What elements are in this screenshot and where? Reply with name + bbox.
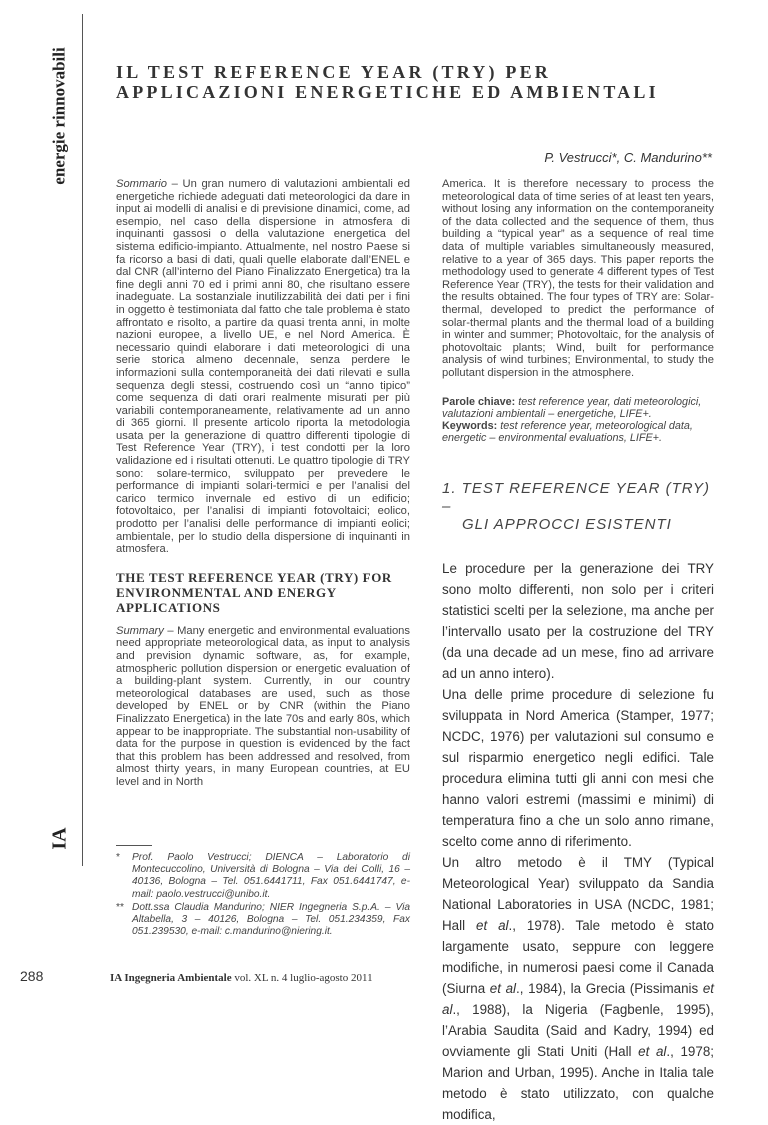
right-column xyxy=(442,178,714,1125)
p3-part: Un altro metodo è il TMY (Typical Meteorological Year) sviluppato da Sandia National Laboratories in USA (NCDC, 1981; Hall xyxy=(442,855,714,934)
body-paragraph-1: Le procedure per la generazione dei TRY sono molto differenti, non solo per i criteri statistici scelti per la selezione, ma anche per l’intervallo usato per la costruzione del TRY (da una decade ad un mese, fino ad arrivare ad un anno intero). xyxy=(442,561,714,682)
section-1-heading xyxy=(442,480,714,534)
left-column xyxy=(116,178,410,789)
p3-part: ., 1978). Tale metodo è stato largamente usato, seppure con leggere modifiche, in numerosi paesi come il Canada (Siurna xyxy=(442,918,714,997)
margin-rule xyxy=(82,14,83,866)
sommario-label: Sommario xyxy=(116,178,167,190)
section-label-text: energie rinnovabili xyxy=(50,46,70,185)
p3-etal: et al xyxy=(638,1044,667,1060)
english-title: THE TEST REFERENCE YEAR (TRY) FOR ENVIRONMENTAL AND ENERGY APPLICATIONS xyxy=(116,569,392,615)
p3-etal: et al xyxy=(476,918,509,934)
section-1-heading-line2: GLI APPROCCI ESISTENTI xyxy=(462,516,672,534)
keywords-italian xyxy=(442,396,714,420)
page-number: 288 xyxy=(20,968,44,984)
article-authors: P. Vestrucci*, C. Mandurino** xyxy=(544,150,712,165)
footnote-marker: ** xyxy=(116,901,124,913)
footnote-rule xyxy=(116,845,152,846)
summary-label: Summary xyxy=(116,624,164,637)
summary-abstract xyxy=(116,625,410,789)
summary-continued: America. It is therefore necessary to process the meteorological data of time series of at least ten years, without losing any information on the contemporaneity of the data collected and the sequence of them, thus building a “typical year” as a sequence of real time data of multiple variables simultaneously measured, relative to a year of 365 days. This paper reports the methodology used to generate 4 different types of Test Reference Year (TRY), the tests for their validation and the results obtained. The four types of TRY are: Solar-thermal, developed to predict the performance of solar-thermal plants and the thermal load of a building in winter and summer; Photovoltaic, for the analysis of photovoltaic plants; Wind, built for performance analysis of wind turbines; Environmental, to study the pollutant dispersion in the atmosphere. xyxy=(442,178,714,379)
section-label xyxy=(44,18,76,213)
footnote-text: Prof. Paolo Vestrucci; DIENCA – Laboratorio di Montecuccolino, Università di Bologna – Via dei Colli, 16 – 40136, Bologna – Tel. 051.6441711, Fax 051.6441747, e-mail: paolo.vestrucci@unibo.it. xyxy=(132,852,410,900)
journal-name: IA Ingegneria Ambientale xyxy=(110,972,232,984)
ia-margin-text: IA xyxy=(48,826,71,850)
summary-text-left: – Many energetic and environmental evaluations need appropriate meteorological data, as input to analysis and prevision dynamic software, as, for example, atmospheric pollution dispersion or energetic evaluation of a building-plant system. Currently, in our country meteorological databases are used, such as those developed by ENEL or by CNR (within the Piano Finalizzato Energetica) in the late 70s and early 80s, which appear to be inappropriate. The substantial non-usability of data for the purpose in question is evidenced by the fact that this problem has been addressed and resolved, from almost thirty years, in many European countries, at EU level and in North xyxy=(116,624,410,788)
keywords-block xyxy=(442,396,714,445)
journal-footer xyxy=(110,972,373,984)
footnote-text: Dott.ssa Claudia Mandurino; NIER Ingegneria S.p.A. – Via Altabella, 3 – 40126, Bologna – Tel. 051.234359, Fax 051.239530, e-mail: c.mandurino@niering.it. xyxy=(132,901,410,938)
footnote xyxy=(116,852,410,901)
author-footnotes xyxy=(116,845,410,939)
body-paragraph-3 xyxy=(442,852,714,1125)
keywords-it-label: Parole chiave: xyxy=(442,395,516,408)
p3-etal: et al xyxy=(489,981,517,997)
sommario-abstract xyxy=(116,178,410,556)
footnote-marker: * xyxy=(116,852,120,863)
keywords-english xyxy=(442,420,714,444)
p3-part: ., 1984), la Grecia (Pissimanis xyxy=(516,981,703,997)
p3-part: ., 1988), la Nigeria (Fagbenle, 1995), l’Arabia Saudita (Said and Kadry, 1994) ed ovviamente gli Stati Uniti (Hall xyxy=(442,1002,714,1060)
keywords-en-label: Keywords: xyxy=(442,419,498,432)
keywords-it-text: test reference year, dati meteorologici, valutazioni ambientali – energetiche, LIFE+. xyxy=(442,395,702,420)
article-title: IL TEST REFERENCE YEAR (TRY) PER APPLICAZIONI ENERGETICHE ED AMBIENTALI xyxy=(116,62,659,102)
p3-part: ., 1978; Marion and Urban, 1995). Anche in Italia tale metodo è stato utilizzato, con qualche modifica, xyxy=(442,1044,714,1123)
sommario-text: – Un gran numero di valutazioni ambientali ed energetiche richiede adeguati dati meteorologici da dare in input ai modelli di analisi e di previsione dinamici, come, ad esempio, nel caso della dispersione in atmosfera di inquinanti gassosi o della valutazione energetica del sistema edificio-impianto. Attualmente, nel nostro Paese si fa ricorso a basi di dati, quali quelle elaborate dall’ENEL e dal CNR (all’interno del Piano Finalizzato Energetica) tra la fine degli anni 70 ed i primi anni 80, che risultano essere inadeguate. La sostanziale inutilizzabilità dei dati per i fini in oggetto è testimoniata dal fatto che tale problema è stato affrontato e risolto, a partire da quasi trenta anni, in molte nazioni europee, a livello UE, e nel Nord America. È necessario quindi elaborare i dati meteorologici di una serie storica almeno decennale, senza perdere le informazioni sulla contemporaneità dei dati rilevati e sulla sequenza degli stessi, costruendo così un “anno tipico” come sequenza di dati orari realmente misurati per più variabili contemporaneamente, relativamente ad un anno di 365 giorni. Il presente articolo riporta la metodologia usata per la generazione di quattro differenti tipologie di Test Reference Year (TRY), i test condotti per la loro validazione ed i risultati ottenuti. Le quattro tipologie di TRY sono: solare-termico, sviluppato per prevedere le performance di impianti solari-termici e per l’analisi del carico termico invernale ed estivo di un edificio; fotovoltaico, per l’analisi di impianti fotovoltaici; eolico, prodotto per l’analisi delle performance di impianti eolici; ambientale, per lo studio della dispersione di inquinanti in atmosfera. xyxy=(116,178,410,556)
journal-issue: vol. XL n. 4 luglio-agosto 2011 xyxy=(231,972,373,984)
ia-margin-label xyxy=(44,810,76,866)
footnote xyxy=(116,902,410,939)
body-paragraph-2: Una delle prime procedure di selezione fu sviluppata in Nord America (Stamper, 1977; NCDC, 1976) per valutazioni sul consumo e sul risparmio energetico negli edifici. Tale procedura elimina tutti gli anni con mesi che hanno valori estremi (massimi e minimi) di temperatura fino a che un solo anno rimane, scelto come anno di riferimento. xyxy=(442,687,714,850)
section-1-heading-line1: 1. TEST REFERENCE YEAR (TRY) – xyxy=(442,480,711,516)
keywords-en-text: test reference year, meteorological data, energetic – environmental evaluations, LIFE+. xyxy=(442,419,693,445)
p3-etal: et al xyxy=(442,981,715,1018)
